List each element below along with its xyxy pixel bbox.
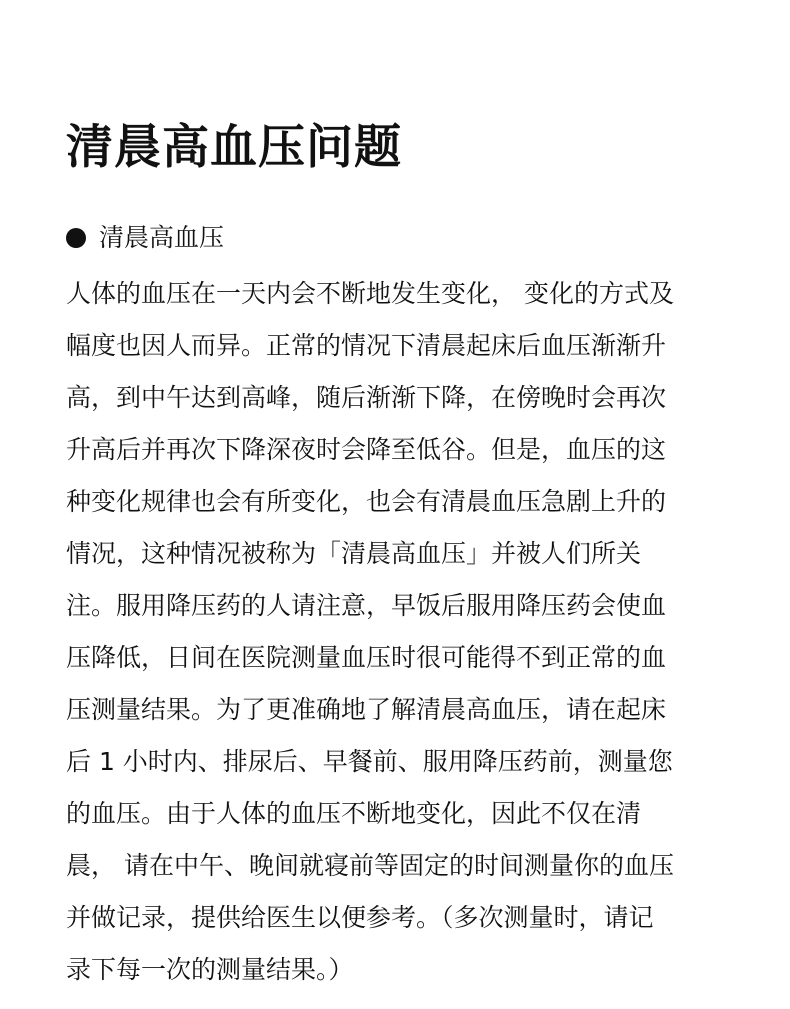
body-line: 晨， 请在中午、晚间就寝前等固定的时间测量你的血压 — [66, 851, 674, 880]
bullet-dot-icon — [66, 228, 86, 248]
body-line: 高，到中午达到高峰，随后渐渐下降，在傍晚时会再次 — [66, 383, 667, 412]
body-line: 人体的血压在一天内会不断地发生变化， 变化的方式及 — [66, 279, 674, 308]
section-heading — [66, 220, 224, 256]
body-line: 录下每一次的测量结果。） — [66, 955, 354, 984]
body-line: 压测量结果。为了更准确地了解清晨高血压，请在起床 — [66, 695, 667, 724]
body-line: 后 1 小时内、排尿后、早餐前、服用降压药前，测量您 — [66, 747, 673, 776]
body-line: 升高后并再次下降深夜时会降至低谷。但是，血压的这 — [66, 435, 667, 464]
body-line: 的血压。由于人体的血压不断地变化，因此不仅在清 — [66, 799, 642, 828]
body-line: 情况，这种情况被称为「清晨高血压」并被人们所关 — [66, 539, 642, 568]
body-line: 并做记录，提供给医生以便参考。（多次测量时，请记 — [66, 903, 654, 932]
body-paragraph — [66, 268, 706, 996]
body-line: 种变化规律也会有所变化，也会有清晨血压急剧上升的 — [66, 487, 667, 516]
body-line: 压降低，日间在医院测量血压时很可能得不到正常的血 — [66, 643, 667, 672]
body-line: 注。服用降压药的人请注意，早饭后服用降压药会使血 — [66, 591, 667, 620]
body-line: 幅度也因人而异。正常的情况下清晨起床后血压渐渐升 — [66, 331, 667, 360]
page-title: 清晨高血压问题 — [66, 120, 402, 175]
section-heading-label: 清晨高血压 — [99, 223, 225, 252]
